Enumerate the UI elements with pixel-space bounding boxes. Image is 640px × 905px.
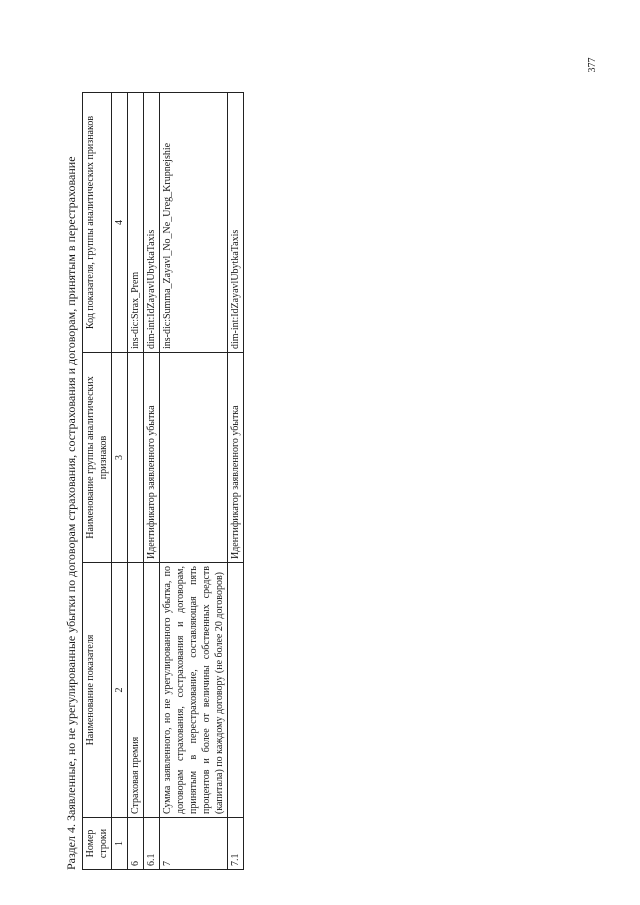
indicator-name: Сумма заявленного, но не урегулированного убытка, по договорам страхования, сострахования и договорам, принятым в перестрахование, составляющая пять процентов и более от величины собственных средств (капитала) по каждому договору (не более 20 договоров) [160,563,228,818]
column-number-row [112,93,128,870]
group-name [160,353,228,563]
group-name [128,353,144,563]
table-row [144,93,160,870]
table-row [128,93,144,870]
page-number: 377 [587,57,598,73]
line-number: 6.1 [144,818,160,870]
header-group-name: Наименование группы аналитических признаков [83,353,112,563]
group-name: Идентификатор заявленного убытка [144,353,160,563]
indicator-name [228,563,244,818]
report-table [82,92,244,870]
line-number: 7.1 [228,818,244,870]
line-number: 6 [128,818,144,870]
indicator-name: Страховая премия [128,563,144,818]
column-number: 4 [112,93,128,353]
group-name: Идентификатор заявленного убытка [228,353,244,563]
header-code: Код показателя, группы аналитических признаков [83,93,112,353]
indicator-code: ins-dic:Summa_Zayavl_No_Ne_Ureg_Krupnejshie [160,93,228,353]
column-number: 3 [112,353,128,563]
table-row [160,93,228,870]
column-number: 1 [112,818,128,870]
column-number: 2 [112,563,128,818]
indicator-code: dim-int:IdZayavlUbytkaTaxis [228,93,244,353]
indicator-code: ins-dic:Strax_Prem [128,93,144,353]
header-indicator: Наименование показателя [83,563,112,818]
header-line-number: Номер строки [83,818,112,870]
line-number: 7 [160,818,228,870]
section-title: Раздел 4. Заявленные, но не урегулированные убытки по договорам страхования, сострахования и договорам, принятым в перестрахование [64,156,78,870]
indicator-code: dim-int:IdZayavlUbytkaTaxis [144,93,160,353]
table-header-row [83,93,112,870]
table-row [228,93,244,870]
indicator-name [144,563,160,818]
rotated-content [60,75,575,870]
